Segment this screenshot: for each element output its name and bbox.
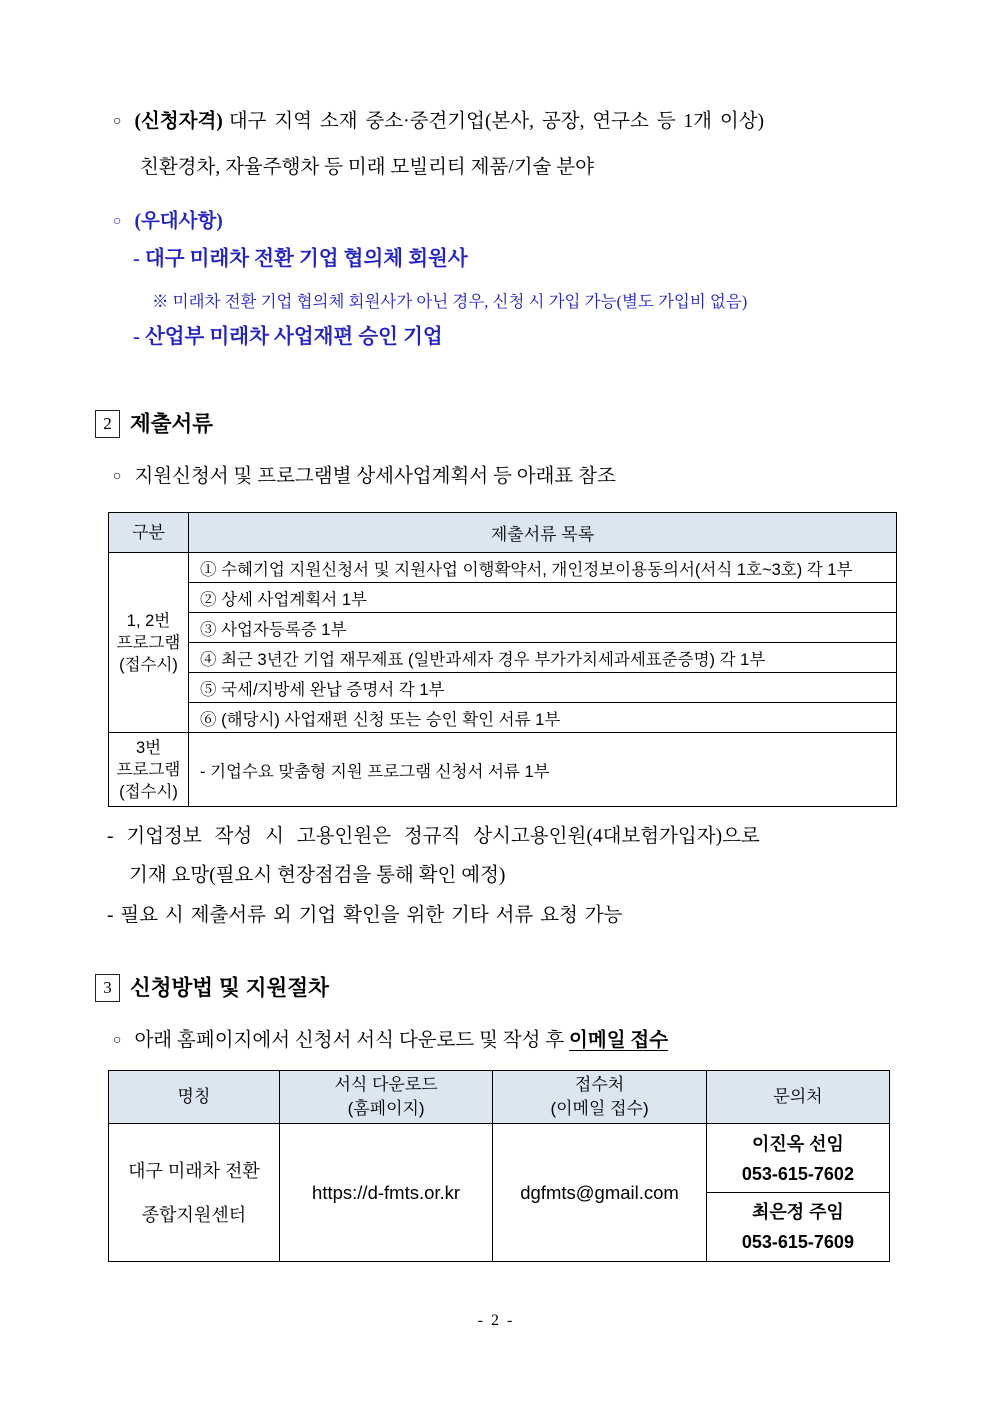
table-row (109, 643, 897, 673)
column-header-receipt (493, 1071, 707, 1124)
preference-note: ※ 미래차 전환 기업 협의체 회원사가 아닌 경우, 신청 시 가입 가능(별도 가입비 없음) (152, 292, 748, 311)
application-contact-table (108, 1070, 890, 1262)
header-line: (이메일 접수) (550, 1099, 649, 1118)
note-employment-line-1: - 기업정보 작성 시 고용인원은 정규직 상시고용인원(4대보험가입자)으로 (107, 826, 760, 847)
header-line: 문의처 (773, 1087, 823, 1106)
contact-person-1 (707, 1125, 889, 1193)
circle-bullet-icon: ○ (113, 1033, 122, 1048)
center-name-line: 종합지원센터 (141, 1204, 247, 1225)
contact-phone: 053-615-7602 (741, 1163, 854, 1184)
section3-intro (113, 1027, 905, 1054)
table-row (109, 733, 897, 807)
preference-item-1: - 대구 미래차 전환 기업 협의체 회원사 (133, 248, 468, 270)
table-row (109, 1124, 890, 1262)
email-submission-emphasis: 이메일 접수 (569, 1030, 669, 1051)
table-row (109, 553, 897, 583)
contact-name: 최은정 주임 (751, 1201, 844, 1222)
download-url: https://d-fmts.or.kr (279, 1124, 492, 1262)
section3-intro-text: 아래 홈페이지에서 신청서 서식 다운로드 및 작성 후 (134, 1030, 570, 1051)
preference-label: (우대사항) (134, 211, 223, 232)
table-row (109, 583, 897, 613)
column-header-name (109, 1071, 280, 1124)
contact-phone: 053-615-7609 (741, 1231, 854, 1252)
section3-title: 신청방법 및 지원절차 (130, 976, 329, 1000)
header-line: 접수처 (574, 1075, 625, 1094)
column-header-download (279, 1071, 492, 1124)
doc-item-4: ④ 최근 3년간 기업 재무제표 (일반과세자 경우 부가가치세과세표준증명) 각 1부 (189, 643, 897, 673)
doc-item-3: ③ 사업자등록증 1부 (189, 613, 897, 643)
doc-item-1: ① 수혜기업 지원신청서 및 지원사업 이행확약서, 개인정보이용동의서(서식 1호~3호) 각 1부 (189, 553, 897, 583)
contact-person-2 (707, 1193, 889, 1260)
column-header-category: 구분 (109, 513, 189, 553)
section2-heading (95, 409, 905, 439)
header-line: (홈페이지) (347, 1099, 425, 1118)
section2-title: 제출서류 (130, 412, 214, 436)
table-row (109, 613, 897, 643)
column-header-contact (706, 1071, 889, 1124)
section2-intro-text: 지원신청서 및 프로그램별 상세사업계획서 등 아래표 참조 (134, 466, 616, 487)
section2-number-box: 2 (95, 410, 120, 438)
column-header-doc-list: 제출서류 목록 (189, 513, 897, 553)
preference-item-2: - 산업부 미래차 사업재편 승인 기업 (133, 326, 443, 348)
center-name-cell (109, 1124, 280, 1262)
group1-label-line: 1, 2번 (126, 611, 171, 630)
group1-label-line: 프로그램 (116, 633, 181, 652)
circle-bullet-icon: ○ (113, 214, 122, 229)
receipt-email: dgfmts@gmail.com (493, 1124, 707, 1262)
section2-intro (113, 463, 905, 490)
circle-bullet-icon: ○ (113, 114, 122, 129)
section3-number-box: 3 (95, 974, 120, 1002)
group1-label-line: (접수시) (119, 655, 178, 674)
contact-cell (706, 1124, 889, 1262)
group2-label-line: 프로그램 (116, 760, 181, 779)
group1-label-cell (109, 553, 189, 733)
group2-label-line: (접수시) (119, 782, 178, 801)
doc-item-program3: - 기업수요 맞춤형 지원 프로그램 신청서 서류 1부 (189, 733, 897, 807)
table-header-row (109, 513, 897, 553)
qualification-line-2: 친환경차, 자율주행차 등 미래 모빌리티 제품/기술 분야 (140, 157, 594, 178)
qualification-text: 대구 지역 소재 중소·중견기업(본사, 공장, 연구소 등 1개 이상) (228, 111, 765, 132)
table-row (109, 703, 897, 733)
qualification-line-1 (113, 108, 905, 135)
note-extra-documents: - 필요 시 제출서류 외 기업 확인을 위한 기타 서류 요청 가능 (107, 905, 623, 926)
contact-name: 이진옥 선임 (751, 1133, 844, 1154)
qualification-label: (신청자격) (134, 111, 223, 132)
circle-bullet-icon: ○ (113, 469, 122, 484)
submission-documents-table (108, 512, 897, 807)
header-line: 서식 다운로드 (334, 1075, 438, 1094)
header-line: 명칭 (177, 1087, 211, 1106)
doc-item-6: ⑥ (해당시) 사업재편 신청 또는 승인 확인 서류 1부 (189, 703, 897, 733)
table-row (109, 673, 897, 703)
center-name-line: 대구 미래차 전환 (128, 1160, 260, 1181)
group2-label-line: 3번 (135, 738, 162, 757)
table-header-row (109, 1071, 890, 1124)
doc-item-2: ② 상세 사업계획서 1부 (189, 583, 897, 613)
preference-heading (113, 208, 905, 235)
group2-label-cell (109, 733, 189, 807)
page-number: - 2 - (477, 1312, 515, 1329)
doc-item-5: ⑤ 국세/지방세 완납 증명서 각 1부 (189, 673, 897, 703)
section3-heading (95, 973, 905, 1003)
note-employment-line-2: 기재 요망(필요시 현장점검을 통해 확인 예정) (129, 865, 506, 886)
